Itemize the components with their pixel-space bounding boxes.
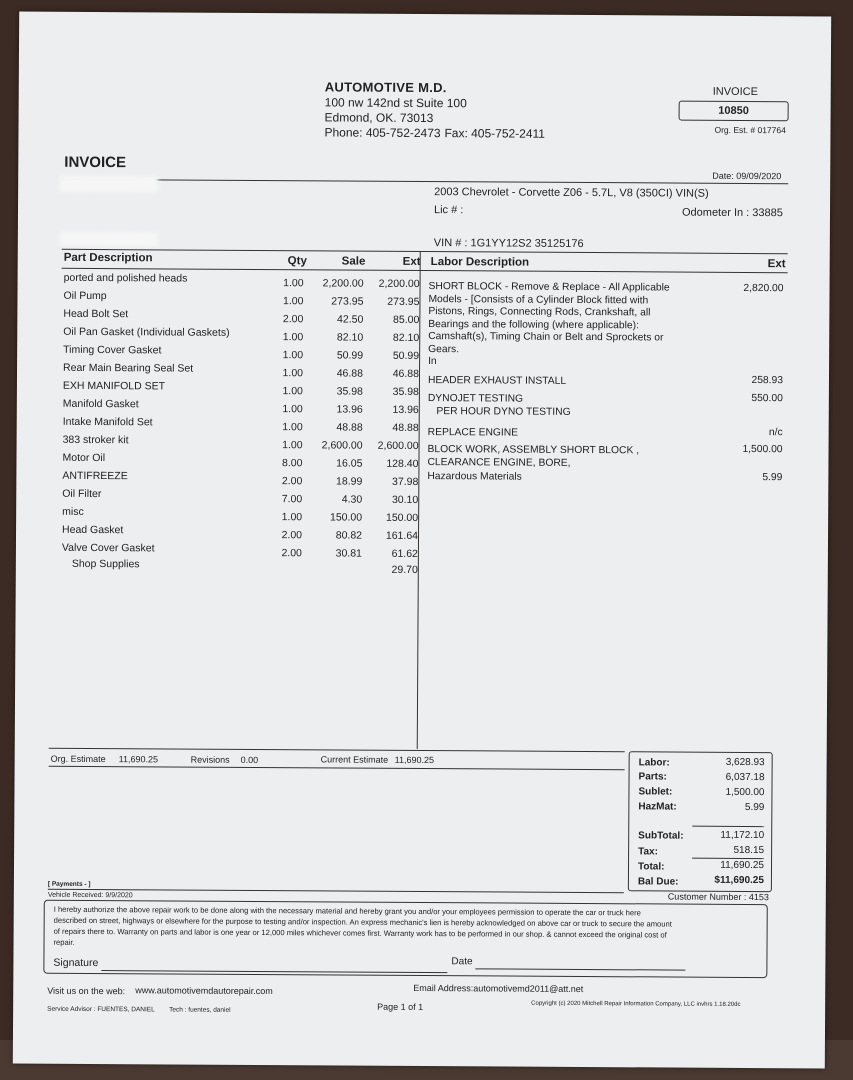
part-row-desc: Rear Main Bearing Seal Set <box>63 361 194 375</box>
labor-ext: n/c <box>768 427 783 439</box>
part-row-sale: 35.98 <box>336 385 363 398</box>
original-estimate-number: Org. Est. # 017764 <box>714 124 786 136</box>
part-row-qty: 1.00 <box>282 331 304 344</box>
part-row-ext: 85.00 <box>393 313 420 326</box>
part-row-ext: 37.98 <box>392 475 419 488</box>
labor-line: Hazardous Materials <box>427 471 522 483</box>
header-labor-ext: Ext <box>767 258 786 271</box>
total-value: 6,037.18 <box>725 771 765 784</box>
technician: Tech : fuentes, daniel <box>169 1006 231 1014</box>
labor-item <box>427 444 639 470</box>
part-row-sale <box>306 562 362 576</box>
part-row-desc: misc <box>62 505 84 518</box>
part-row-desc: Intake Manifold Set <box>62 415 153 429</box>
header-qty: Qty <box>287 255 307 268</box>
current-estimate-label: Current Estimate <box>320 754 389 765</box>
shop-phone: Phone: 405-752-2473 <box>324 125 441 141</box>
balance-due-label: Bal Due: <box>637 876 679 888</box>
page-title: INVOICE <box>64 153 127 172</box>
part-row-qty: 1.00 <box>282 439 303 452</box>
labor-line: PER HOUR DYNO TESTING <box>427 405 571 418</box>
header-part-description: Part Description <box>63 251 153 265</box>
part-row-ext: 128.40 <box>386 457 419 470</box>
part-row-sale: 273.95 <box>331 295 364 308</box>
shop-fax: Fax: 405-752-2411 <box>444 126 546 141</box>
total-value: 5.99 <box>744 801 765 814</box>
part-row-qty: 1.00 <box>282 403 303 416</box>
labor-line: Camshaft(s), Timing Chain or Belt and Sprockets or <box>428 331 664 344</box>
labor-ext: 1,500.00 <box>742 443 783 456</box>
part-row-desc: Head Bolt Set <box>63 307 129 321</box>
part-row-sale: 13.96 <box>336 403 363 416</box>
labor-line: Bearings and the following (where applicable): <box>428 318 639 331</box>
part-row-qty: 2.00 <box>281 547 302 560</box>
customer-number: Customer Number : 4153 <box>667 891 769 903</box>
part-row-ext: 161.64 <box>385 529 419 542</box>
current-estimate-value: 11,690.25 <box>394 754 435 766</box>
header-labor-description: Labor Description <box>430 256 530 269</box>
labor-line: HEADER EXHAUST INSTALL <box>427 375 567 387</box>
revisions-label: Revisions <box>190 754 230 765</box>
labor-ext: 2,820.00 <box>743 282 784 295</box>
email-address[interactable]: Email Address:automotivemd2011@att.net <box>413 982 584 994</box>
part-row-desc: Manifold Gasket <box>62 397 139 411</box>
original-estimate-label: Org. Estimate <box>50 753 106 765</box>
part-row-desc: 383 stroker kit <box>62 433 129 447</box>
labor-line: Gears. <box>428 343 460 355</box>
labor-item <box>427 471 522 484</box>
part-row-sale: 50.99 <box>336 349 364 362</box>
part-row-desc: Oil Pan Gasket (Individual Gaskets) <box>63 325 230 339</box>
part-row-ext: 13.96 <box>392 403 419 416</box>
total-label: Labor: <box>638 757 670 769</box>
part-row-sale: 82.10 <box>336 331 364 344</box>
part-row-qty: 1.00 <box>282 367 304 380</box>
part-row-ext: 82.10 <box>392 331 420 344</box>
labor-line: In <box>428 356 437 368</box>
labor-item <box>428 393 571 419</box>
labor-line: Models - [Consists of a Cylinder Block fitted with <box>428 293 649 306</box>
table-header-top-rule <box>62 249 788 254</box>
web-label: Visit us on the web: <box>47 985 126 997</box>
signature-label: Signature <box>53 956 99 970</box>
balance-due-value: $11,690.25 <box>714 874 764 887</box>
part-row-ext: 48.88 <box>392 421 419 434</box>
total-label: SubTotal: <box>638 830 684 842</box>
part-row-desc: EXH MANIFOLD SET <box>62 379 166 393</box>
part-row-qty: 1.00 <box>283 277 304 290</box>
part-row-sale: 30.81 <box>335 547 362 560</box>
labor-line: BLOCK WORK, ASSEMBLY SHORT BLOCK , <box>427 444 640 457</box>
total-label: Total: <box>637 861 665 873</box>
part-row-qty: 1.00 <box>282 295 304 308</box>
authorization-text: I hereby authorize the above repair work to be done along with the necessary material and hereby grant you and/or your employees permission to operate the car or truck here described on street, highways or elsewhere for the purpose to testing and/or inspection. An express mechanic's lien is hereby acknowledged on above car or truck to secure the amount of repairs there to. Warranty on parts and labor is one year or 12,000 miles whichever comes first. Warranty work has to be performed in our shop. & cannot exceed the original cost of repair. <box>53 904 672 947</box>
header-sale: Sale <box>341 255 366 268</box>
page-number: Page 1 of 1 <box>377 1001 424 1013</box>
revisions-value: 0.00 <box>240 754 259 766</box>
part-row-sale: 4.30 <box>341 493 363 506</box>
part-row-sale: 46.88 <box>336 367 364 380</box>
labor-ext: 550.00 <box>751 393 783 405</box>
vin-number: VIN # : 1G1YY12S2 35125176 <box>433 237 584 250</box>
part-row-qty: 2.00 <box>281 475 303 488</box>
part-row-qty: 1.00 <box>282 421 303 434</box>
total-label: Sublet: <box>638 786 673 798</box>
title-divider <box>62 179 788 184</box>
part-row-ext: 46.88 <box>392 367 420 380</box>
part-row-ext: 273.95 <box>387 295 420 308</box>
part-row-desc: Timing Cover Gasket <box>63 343 162 357</box>
part-row-desc: Shop Supplies <box>71 557 140 571</box>
vehicle-description: 2003 Chevrolet - Corvette Z06 - 5.7L, V8 (350CI) VIN(S) <box>434 186 709 200</box>
part-row-sale: 2,600.00 <box>321 439 363 452</box>
part-row-ext: 50.99 <box>392 349 420 362</box>
estimate-bottom-rule <box>49 766 625 771</box>
total-value: 3,628.93 <box>725 756 765 769</box>
labor-ext: 5.99 <box>762 472 783 484</box>
part-row-sale: 48.88 <box>336 421 363 434</box>
labor-ext: 258.93 <box>751 375 784 387</box>
website-link[interactable]: www.automotivemdautorepair.com <box>135 985 273 997</box>
part-row-sale: 18.99 <box>336 475 363 488</box>
part-row-sale: 80.82 <box>335 529 363 542</box>
total-value: 11,172.10 <box>720 829 765 842</box>
part-row-qty: 1.00 <box>282 385 303 398</box>
redacted-customer-address <box>60 232 158 247</box>
shop-address-2: Edmond, OK. 73013 <box>324 110 434 126</box>
labor-line: CLEARANCE ENGINE, BORE, <box>427 456 571 469</box>
labor-line: REPLACE ENGINE <box>427 427 519 439</box>
redacted-customer-name <box>60 176 158 193</box>
part-row-qty: 2.00 <box>281 529 303 542</box>
total-label: Parts: <box>638 771 667 783</box>
total-value: 11,690.25 <box>720 859 765 872</box>
invoice-paper <box>13 12 831 1069</box>
part-row-desc: Oil Pump <box>63 289 107 303</box>
payments-rule <box>48 889 624 894</box>
part-row-sale: 16.05 <box>336 457 363 470</box>
part-row-ext: 30.10 <box>391 493 419 506</box>
shop-address-1: 100 nw 142nd st Suite 100 <box>324 95 467 111</box>
part-row-ext: 29.70 <box>391 563 418 576</box>
estimate-top-rule <box>49 748 625 753</box>
labor-item <box>428 375 566 388</box>
part-row-sale: 42.50 <box>337 313 364 326</box>
total-label: HazMat: <box>638 801 677 813</box>
invoice-box-label: INVOICE <box>712 85 759 99</box>
date-label: Date <box>451 956 473 968</box>
total-label: Tax: <box>638 846 658 858</box>
part-row-qty: 1.00 <box>281 511 303 524</box>
part-row-desc: ported and polished heads <box>63 271 188 285</box>
original-estimate-value: 11,690.25 <box>118 754 159 765</box>
part-row-ext: 2,200.00 <box>378 277 420 290</box>
invoice-number: 10850 <box>679 101 789 122</box>
part-row-qty <box>254 562 302 576</box>
part-row-desc: ANTIFREEZE <box>62 469 128 483</box>
part-row-sale: 150.00 <box>329 511 363 524</box>
license-number: Lic # : <box>433 204 464 217</box>
invoice-date: Date: 09/09/2020 <box>712 170 782 182</box>
part-row-qty: 8.00 <box>281 457 303 470</box>
header-part-ext: Ext <box>402 255 421 268</box>
part-row-qty: 7.00 <box>281 493 303 506</box>
part-row-sale: 2,200.00 <box>322 277 364 290</box>
total-value: 1,500.00 <box>725 786 765 799</box>
labor-line: Pistons, Rings, Connecting Rods, Crankshaft, all <box>428 306 651 319</box>
part-row-ext: 2,600.00 <box>377 439 419 452</box>
part-row-desc: Motor Oil <box>62 451 106 465</box>
part-row-ext: 150.00 <box>385 511 419 524</box>
part-row-ext: 61.62 <box>391 547 418 560</box>
payments-label: [ Payments - ] <box>47 880 91 888</box>
vehicle-received: Vehicle Received: 9/9/2020 <box>47 891 133 900</box>
labor-line: DYNOJET TESTING <box>427 393 524 405</box>
copyright: Copyright (c) 2020 Mitchell Repair Information Company, LLC invhrs 1.18.20dc <box>531 1000 741 1008</box>
odometer-reading: Odometer In : 33885 <box>681 206 783 220</box>
service-advisor: Service Advisor : FUENTES, DANIEL <box>47 1005 155 1014</box>
labor-line: SHORT BLOCK - Remove & Replace - All Applicable <box>428 281 670 294</box>
shop-name: AUTOMOTIVE M.D. <box>324 79 447 96</box>
part-row-desc: Head Gasket <box>62 523 124 537</box>
part-row-qty: 2.00 <box>282 313 304 326</box>
labor-item <box>428 427 518 440</box>
part-row-qty: 1.00 <box>282 349 304 362</box>
labor-item <box>428 281 709 370</box>
part-row-desc: Oil Filter <box>62 487 102 501</box>
part-row-desc: Valve Cover Gasket <box>61 541 155 555</box>
part-row-ext: 35.98 <box>392 385 419 398</box>
total-value: 518.15 <box>733 844 765 857</box>
